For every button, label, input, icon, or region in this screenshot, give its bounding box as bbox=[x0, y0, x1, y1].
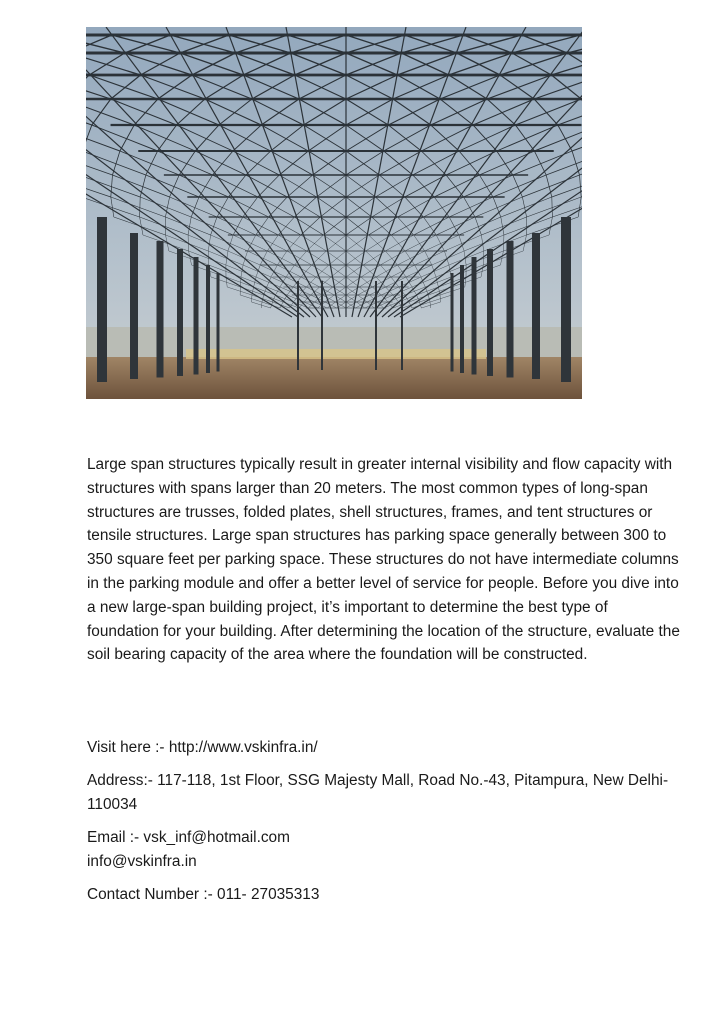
email-secondary[interactable]: info@vskinfra.in bbox=[87, 852, 197, 870]
space-frame-illustration bbox=[86, 27, 582, 399]
contact-number: Contact Number :- 011- 27035313 bbox=[87, 886, 320, 903]
body-paragraph: Large span structures typically result in greater internal visibility and flow capacity with structures with spans larger than 20 meters. The most common types of long-span structures are trusses, folded plates, shell structures, frames, and tent structures or tensile structures. Large span structures has parking space generally between 300 to 350 square feet per parking space. These structures do not have intermediate columns in the parking module and offer a better level of service for people. Before you dive into a new large-span building project, it’s important to determine the best type of foundation for your building. After determining the location of the structure, evaluate the soil bearing capacity of the area where the foundation will be constructed. bbox=[87, 456, 680, 664]
email-block bbox=[87, 826, 687, 874]
visit-link[interactable]: Visit here :- http://www.vskinfra.in/ bbox=[87, 739, 318, 756]
email-primary[interactable]: Email :- vsk_inf@hotmail.com bbox=[87, 829, 290, 846]
steel-space-frame-photo bbox=[86, 27, 582, 399]
address-text: Address:- 117-118, 1st Floor, SSG Majesty Mall, Road No.-43, Pitampura, New Delhi- 110034 bbox=[87, 772, 669, 813]
